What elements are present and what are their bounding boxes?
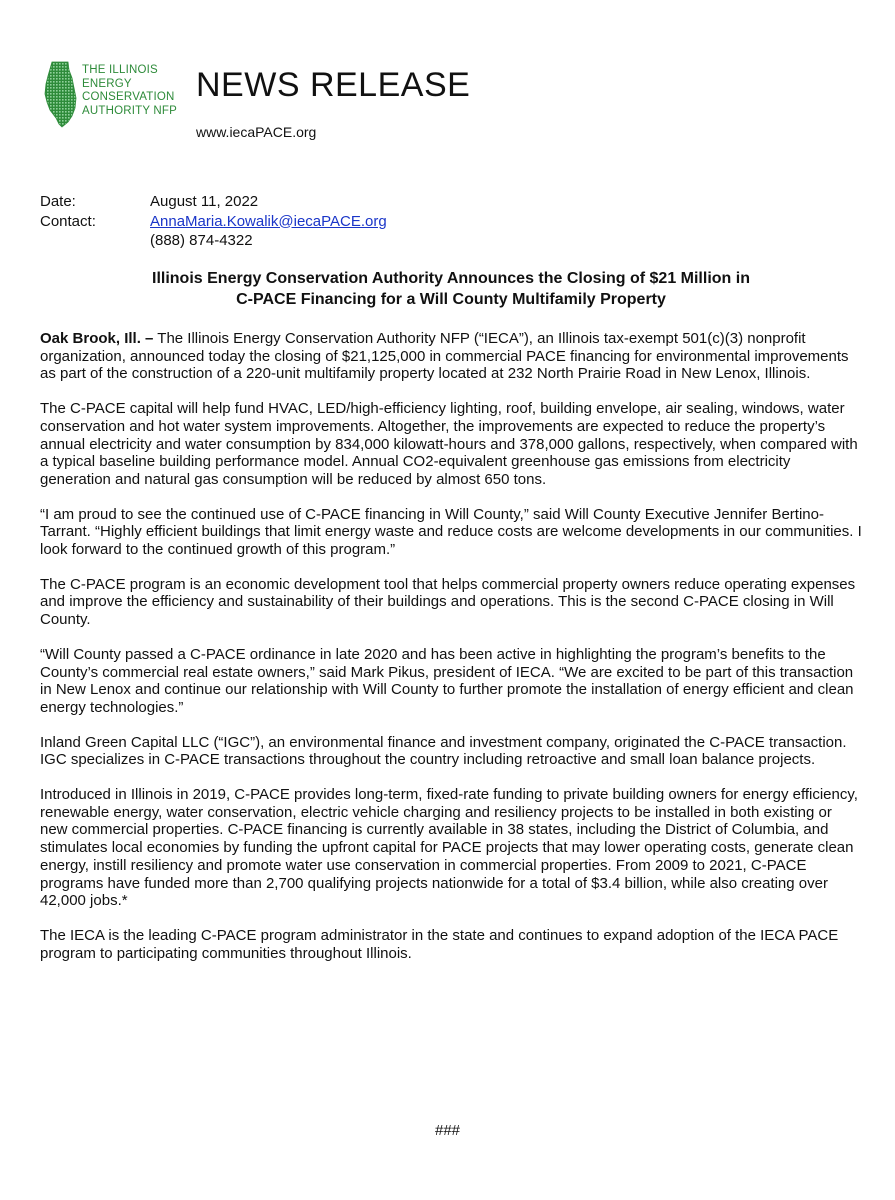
date-row	[40, 192, 387, 212]
date-label: Date:	[40, 193, 76, 210]
logo-line: AUTHORITY NFP	[82, 104, 178, 117]
paragraph-6: Inland Green Capital LLC (“IGC”), an environmental finance and investment company, originated the C-PACE transaction. IGC specializes in C-PACE transactions throughout the country including retroactive and small loan balance projects.	[40, 733, 847, 769]
release-meta	[40, 192, 387, 251]
logo-line: THE ILLINOIS	[82, 64, 158, 76]
logo-line: CONSERVATION	[82, 91, 175, 103]
phone-row	[40, 231, 387, 251]
paragraph-4: The C-PACE program is an economic development tool that helps commercial property owners reduce operating expenses and improve the efficiency and sustainability of their buildings and operations. This is the second C-PACE closing in Will County.	[40, 575, 856, 629]
release-title	[40, 268, 862, 310]
illinois-map-icon	[44, 60, 80, 128]
paragraph-8: The IECA is the leading C-PACE program administrator in the state and continues to expand adoption of the IECA PACE program to participating communities throughout Illinois.	[40, 926, 839, 962]
contact-row	[40, 212, 387, 232]
news-release-heading: NEWS RELEASE	[196, 66, 471, 104]
paragraph-3: “I am proud to see the continued use of C-PACE financing in Will County,” said Will County Executive Jennifer Bertino-Tarrant. “Highly efficient buildings that limit energy waste and reduce costs are welcome developments in our communities. I look forward to the continued growth of this program.”	[40, 505, 862, 559]
paragraph-1-text: The Illinois Energy Conservation Authority NFP (“IECA”), an Illinois tax-exempt 501(c)(3) nonprofit organization, announced today the closing of $21,125,000 in commercial PACE financing for environmental improvements as part of the construction of a 220-unit multifamily property located at 232 North Prairie Road in New Lenox, Illinois.	[40, 330, 849, 383]
contact-email-link[interactable]: AnnaMaria.Kowalik@iecaPACE.org	[150, 212, 387, 230]
dateline: Oak Brook, Ill. –	[40, 330, 154, 347]
paragraph-5: “Will County passed a C-PACE ordinance in late 2020 and has been active in highlighting the program’s benefits to the County’s commercial real estate owners,” said Mark Pikus, president of IECA. “We are excited to be part of this transaction in New Lenox and continue our relationship with Will County to further promote the installation of energy efficient and clean energy technologies.”	[40, 645, 854, 716]
title-line-1: Illinois Energy Conservation Authority Announces the Closing of $21 Million in	[152, 270, 750, 287]
end-mark: ###	[434, 1122, 461, 1139]
contact-label: Contact:	[40, 212, 96, 230]
logo-line: ENERGY	[82, 77, 132, 90]
logo-wordmark	[82, 64, 177, 118]
paragraph-2: The C-PACE capital will help fund HVAC, LED/high-efficiency lighting, roof, building envelope, air sealing, windows, water conservation and hot water system improvements. Altogether, the improvements are expected to reduce the property’s annual electricity and water consumption by 834,000 kilowatt-hours and 378,000 gallons, respectively, when compared with a typical baseline building performance model. Annual CO2-equivalent greenhouse gas emissions from electricity generation and natural gas consumption will be reduced by almost 650 tons.	[40, 400, 858, 488]
ieca-logo	[44, 60, 194, 130]
website-url[interactable]: www.iecaPACE.org	[196, 124, 317, 140]
contact-phone: (888) 874-4322	[150, 232, 253, 249]
paragraph-7: Introduced in Illinois in 2019, C-PACE provides long-term, fixed-rate funding to private building owners for energy efficiency, renewable energy, water conservation, electric vehicle charging and resiliency projects to be installed in both existing or new commercial properties. C-PACE financing is currently available in 38 states, including the District of Columbia, and stimulates local economies by funding the upfront capital for PACE projects that may lower operating costs, generate clean energy, instill resiliency and promote water use conservation in commercial properties. From 2009 to 2021, C-PACE programs have funded more than 2,700 qualifying projects nationwide for a total of $3.4 billion, while also creating over 42,000 jobs.*	[40, 786, 858, 910]
paragraph-1	[40, 330, 862, 383]
release-body	[40, 330, 862, 979]
title-line-2: C-PACE Financing for a Will County Multifamily Property	[236, 291, 666, 308]
date-value: August 11, 2022	[150, 193, 259, 210]
